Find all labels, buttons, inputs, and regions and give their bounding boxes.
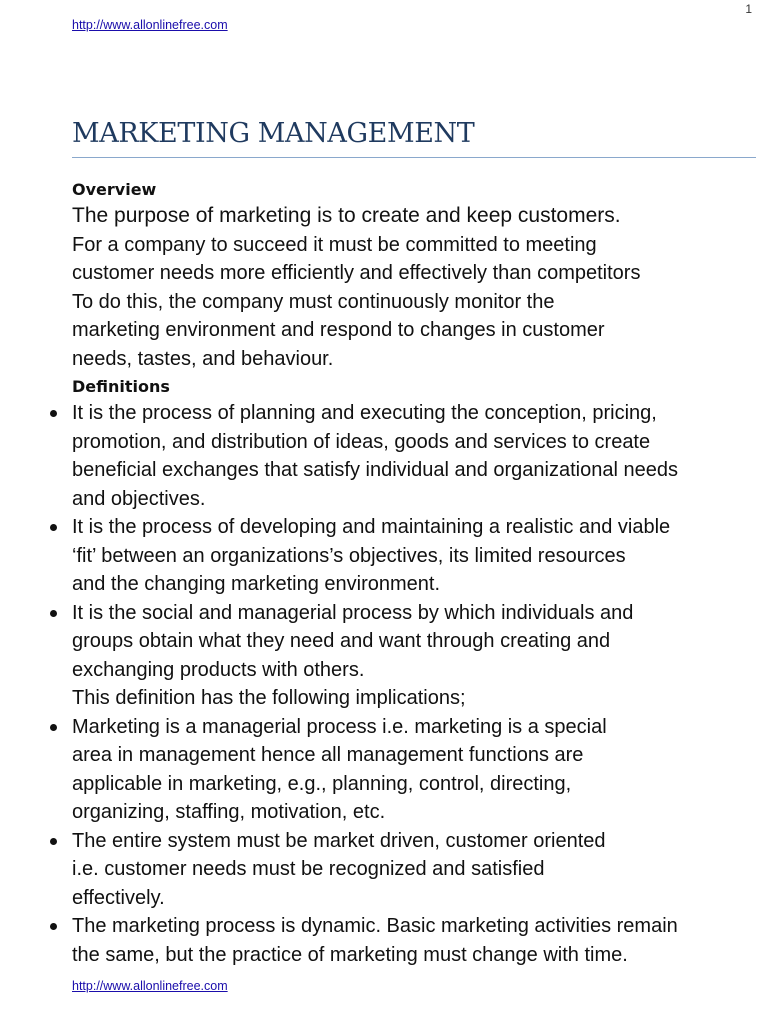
overview-line: marketing environment and respond to changes in customer [72, 319, 605, 341]
list-item-line: The entire system must be market driven, customer oriented [72, 829, 606, 852]
list-item-line: the same, but the practice of marketing must change with time. [72, 943, 628, 966]
bullet-icon [50, 610, 57, 617]
overview-line: The purpose of marketing is to create and keep customers. [72, 204, 621, 227]
overview-line: To do this, the company must continuously monitor the [72, 290, 555, 313]
list-item [72, 713, 762, 827]
page-number: 1 [745, 2, 752, 16]
bullet-icon [50, 724, 57, 731]
list-item-line: area in management hence all management functions are [72, 744, 584, 766]
list-item-line: It is the process of planning and executing the conception, pricing, [72, 402, 657, 424]
list-item [72, 827, 762, 913]
list-item-line: and objectives. [72, 487, 206, 510]
overview-line: customer needs more efficiently and effectively than competitors [72, 262, 641, 284]
list-item-line: applicable in marketing, e.g., planning, control, directing, [72, 772, 572, 795]
list-item-line: The marketing process is dynamic. Basic marketing activities remain [72, 915, 678, 937]
list-item [72, 513, 762, 599]
list-item-line: beneficial exchanges that satisfy individual and organizational needs [72, 459, 678, 481]
page-title: MARKETING MANAGEMENT [72, 118, 475, 149]
list-item-line: effectively. [72, 886, 165, 909]
bullet-icon [50, 410, 57, 417]
document-body [72, 178, 762, 969]
list-item [72, 399, 762, 513]
bullet-icon [50, 923, 57, 930]
list-item-line: organizing, staffing, motivation, etc. [72, 801, 386, 823]
list-item-line: promotion, and distribution of ideas, goods and services to create [72, 430, 651, 453]
definitions-list [72, 399, 762, 713]
list-item-line: ‘fit’ between an organizations’s objectives, its limited resources [72, 544, 626, 567]
implications-list [72, 713, 762, 970]
overview-line: needs, tastes, and behaviour. [72, 347, 334, 370]
bullet-icon [50, 838, 57, 845]
list-item-line: groups obtain what they need and want through creating and [72, 630, 611, 652]
title-underline [72, 157, 756, 158]
bullet-icon [50, 524, 57, 531]
list-item-line: It is the social and managerial process by which individuals and [72, 601, 634, 624]
implications-intro: This definition has the following implications; [72, 687, 466, 709]
overview-line: For a company to succeed it must be committed to meeting [72, 233, 597, 256]
list-item-line: exchanging products with others. [72, 658, 365, 681]
list-item [72, 599, 762, 713]
list-item-line: Marketing is a managerial process i.e. marketing is a special [72, 715, 607, 738]
overview-paragraph [72, 202, 762, 373]
header-link[interactable]: http://www.allonlinefree.com [72, 18, 228, 32]
list-item-line: It is the process of developing and maintaining a realistic and viable [72, 516, 671, 538]
footer-link[interactable]: http://www.allonlinefree.com [72, 979, 228, 993]
list-item-line: and the changing marketing environment. [72, 573, 441, 595]
definitions-heading: Definitions [72, 377, 170, 396]
list-item-line: i.e. customer needs must be recognized and satisfied [72, 858, 545, 880]
list-item [72, 912, 762, 969]
overview-heading: Overview [72, 180, 157, 199]
